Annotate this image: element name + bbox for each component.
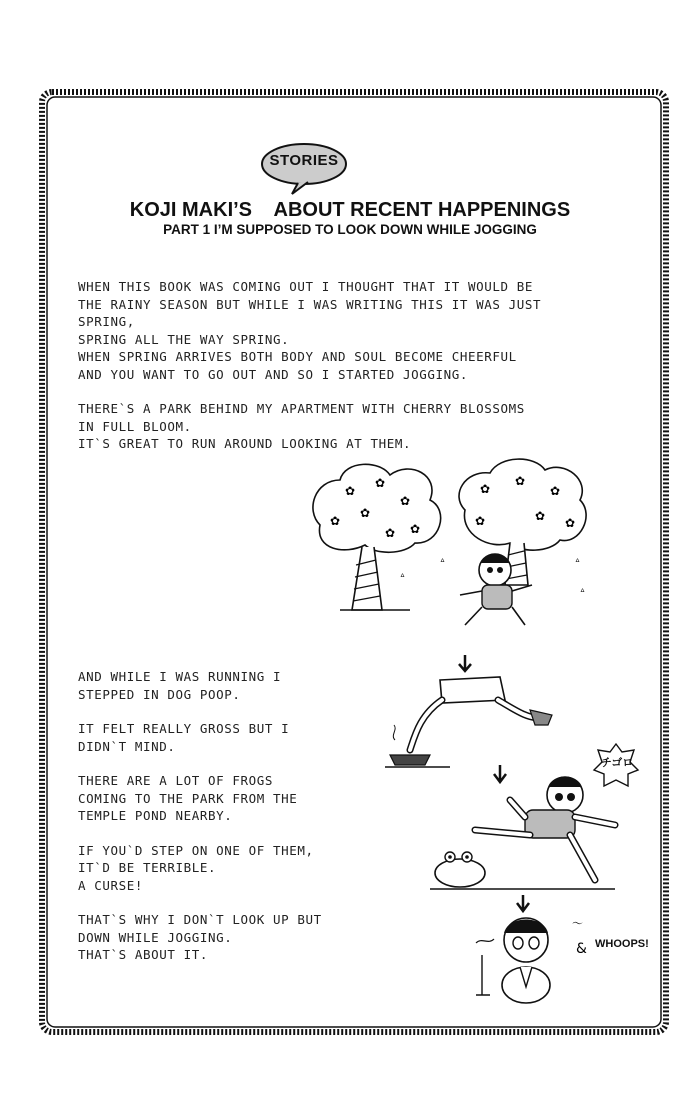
intro-paragraph (78, 278, 638, 383)
svg-text:✿: ✿ (330, 514, 341, 528)
svg-text:ᐞ: ᐞ (400, 573, 405, 583)
text-line: IT`D BE TERRIBLE. (78, 860, 217, 875)
svg-text:✿: ✿ (565, 516, 576, 530)
story-text (78, 668, 358, 981)
text-line: THE RAINY SEASON BUT WHILE I WAS WRITING THIS IT WAS JUST (78, 296, 542, 312)
text-line: STEPPED IN DOG POOP. (78, 686, 241, 702)
page-title: KOJI MAKI’S ABOUT RECENT HAPPENINGS (129, 199, 571, 221)
text-line: COMING TO THE PARK FROM THE (78, 790, 298, 806)
text-line: DIDN`T MIND. (78, 738, 176, 754)
text-line: WHEN THIS BOOK WAS COMING OUT I THOUGHT THAT IT WOULD BE (78, 279, 534, 294)
text-line: DOWN WHILE JOGGING. (78, 929, 233, 945)
svg-text:✿: ✿ (345, 484, 356, 498)
stories-label: STORIES (269, 152, 339, 169)
intro-text (78, 278, 638, 470)
text-line: THAT`S ABOUT IT. (78, 947, 209, 962)
stepping-in-poop-illustration (380, 655, 560, 770)
svg-text:ᐞ: ᐞ (440, 558, 445, 568)
svg-text:✿: ✿ (400, 494, 411, 508)
text-line: IT FELT REALLY GROSS BUT I (78, 721, 290, 736)
svg-text:&: & (576, 941, 587, 957)
svg-text:✿: ✿ (410, 522, 421, 536)
text-line: AND YOU WANT TO GO OUT AND SO I STARTED JOGGING. (78, 366, 469, 382)
svg-text:✿: ✿ (535, 509, 546, 523)
svg-text:✿: ✿ (515, 474, 526, 488)
chigoro-sfx: チゴロ (600, 757, 634, 769)
intro-paragraph (78, 400, 638, 453)
text-line: THAT`S WHY I DON`T LOOK UP BUT (78, 912, 322, 927)
text-line: SPRING ALL THE WAY SPRING. (78, 331, 290, 347)
text-line: THERE ARE A LOT OF FROGS (78, 773, 274, 788)
text-line: IN FULL BLOOM. (78, 418, 192, 434)
story-paragraph (78, 668, 358, 703)
svg-text:〜: 〜 (572, 917, 583, 930)
text-line: AND WHILE I WAS RUNNING I (78, 669, 282, 684)
svg-text:✿: ✿ (375, 476, 386, 490)
svg-text:ᐞ: ᐞ (580, 588, 585, 598)
praying-character-illustration (468, 895, 598, 1015)
text-line: WHEN SPRING ARRIVES BOTH BODY AND SOUL BECOME CHEERFUL (78, 349, 517, 364)
story-paragraph (78, 842, 358, 895)
story-paragraph (78, 772, 358, 825)
svg-text:✿: ✿ (475, 514, 486, 528)
svg-text:✿: ✿ (550, 484, 561, 498)
story-paragraph (78, 911, 358, 964)
cherry-blossom-trees-illustration (300, 455, 600, 630)
text-line: A CURSE! (78, 877, 144, 893)
svg-text:✿: ✿ (385, 526, 396, 540)
svg-text:ᐞ: ᐞ (575, 558, 580, 568)
svg-text:✿: ✿ (360, 506, 371, 520)
svg-text:✿: ✿ (480, 482, 491, 496)
text-line: SPRING, (78, 314, 135, 329)
page-subtitle: PART 1 I’M SUPPOSED TO LOOK DOWN WHILE JOGGING (163, 222, 537, 237)
story-paragraph (78, 720, 358, 755)
text-line: TEMPLE POND NEARBY. (78, 808, 233, 823)
whoops-sfx: WHOOPS! (595, 938, 649, 950)
text-line: IT`S GREAT TO RUN AROUND LOOKING AT THEM. (78, 436, 412, 451)
text-line: THERE`S A PARK BEHIND MY APARTMENT WITH CHERRY BLOSSOMS (78, 401, 525, 416)
text-line: IF YOU`D STEP ON ONE OF THEM, (78, 842, 314, 858)
